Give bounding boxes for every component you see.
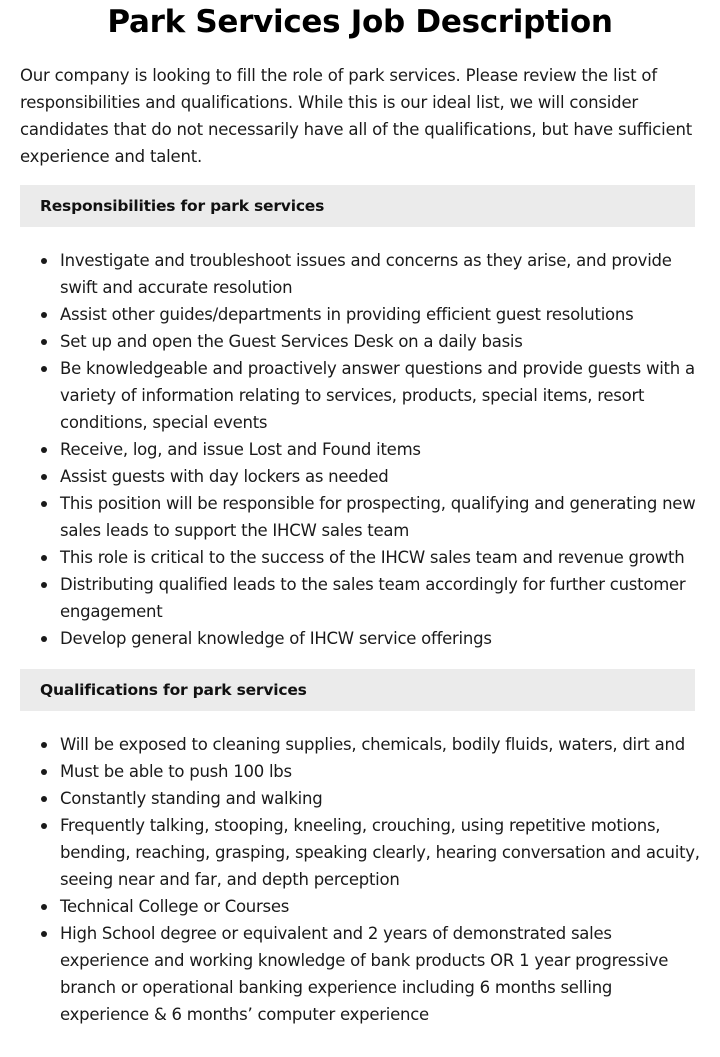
list-item-text: Develop general knowledge of IHCW service offerings bbox=[60, 629, 492, 648]
bullet-icon bbox=[41, 931, 47, 937]
list-item-text: Will be exposed to cleaning supplies, chemicals, bodily fluids, waters, dirt and bbox=[60, 735, 685, 754]
list-item-text: Receive, log, and issue Lost and Found items bbox=[60, 440, 421, 459]
list-item-text: Constantly standing and walking bbox=[60, 789, 323, 808]
responsibilities-header bbox=[20, 185, 695, 227]
list-item-text: High School degree or equivalent and 2 years of demonstrated sales experience and working knowledge of bank products OR 1 year progressive branch or operational banking experience including 6 months selling experience & 6 months’ computer experience bbox=[60, 924, 669, 1024]
list-item bbox=[20, 355, 700, 436]
list-item bbox=[20, 758, 700, 785]
list-item-text: Assist guests with day lockers as needed bbox=[60, 467, 389, 486]
bullet-icon bbox=[41, 339, 47, 345]
list-item bbox=[20, 625, 700, 652]
list-item-text: Investigate and troubleshoot issues and concerns as they arise, and provide swift and accurate resolution bbox=[60, 251, 672, 297]
list-item-text: Frequently talking, stooping, kneeling, crouching, using repetitive motions, bending, reaching, grasping, speaking clearly, hearing conversation and acuity, seeing near and far, and depth perception bbox=[60, 816, 700, 889]
list-item-text: This position will be responsible for prospecting, qualifying and generating new sales leads to support the IHCW sales team bbox=[60, 494, 696, 540]
list-item-text: This role is critical to the success of the IHCW sales team and revenue growth bbox=[60, 548, 685, 567]
list-item-text: Technical College or Courses bbox=[60, 897, 290, 916]
list-item bbox=[20, 785, 700, 812]
list-item-text: Assist other guides/departments in providing efficient guest resolutions bbox=[60, 305, 634, 324]
bullet-icon bbox=[41, 823, 47, 829]
qualifications-header bbox=[20, 669, 695, 711]
bullet-icon bbox=[41, 582, 47, 588]
qualifications-heading: Qualifications for park services bbox=[40, 681, 307, 699]
bullet-icon bbox=[41, 796, 47, 802]
bullet-icon bbox=[41, 501, 47, 507]
list-item bbox=[20, 920, 700, 1028]
list-item bbox=[20, 301, 700, 328]
responsibilities-list bbox=[20, 247, 700, 652]
bullet-icon bbox=[41, 769, 47, 775]
list-item-text: Be knowledgeable and proactively answer questions and provide guests with a variety of information relating to services, products, special items, resort conditions, special events bbox=[60, 359, 695, 432]
bullet-icon bbox=[41, 904, 47, 910]
list-item bbox=[20, 544, 700, 571]
list-item bbox=[20, 893, 700, 920]
list-item bbox=[20, 328, 700, 355]
list-item bbox=[20, 436, 700, 463]
bullet-icon bbox=[41, 366, 47, 372]
list-item bbox=[20, 731, 700, 758]
bullet-icon bbox=[41, 742, 47, 748]
bullet-icon bbox=[41, 447, 47, 453]
list-item-text: Must be able to push 100 lbs bbox=[60, 762, 292, 781]
list-item bbox=[20, 463, 700, 490]
list-item-text: Set up and open the Guest Services Desk on a daily basis bbox=[60, 332, 523, 351]
bullet-icon bbox=[41, 555, 47, 561]
list-item bbox=[20, 812, 700, 893]
bullet-icon bbox=[41, 258, 47, 264]
qualifications-list bbox=[20, 731, 700, 1028]
bullet-icon bbox=[41, 312, 47, 318]
page-title: Park Services Job Description bbox=[107, 4, 613, 40]
intro-paragraph: Our company is looking to fill the role of park services. Please review the list of responsibilities and qualifications. While this is our ideal list, we will consider candidates that do not necessarily have all of the qualifications, but have sufficient experience and talent. bbox=[20, 66, 693, 166]
list-item bbox=[20, 571, 700, 625]
bullet-icon bbox=[41, 636, 47, 642]
list-item bbox=[20, 247, 700, 301]
responsibilities-heading: Responsibilities for park services bbox=[40, 197, 325, 215]
bullet-icon bbox=[41, 474, 47, 480]
list-item-text: Distributing qualified leads to the sales team accordingly for further customer engagement bbox=[60, 575, 686, 621]
list-item bbox=[20, 490, 700, 544]
